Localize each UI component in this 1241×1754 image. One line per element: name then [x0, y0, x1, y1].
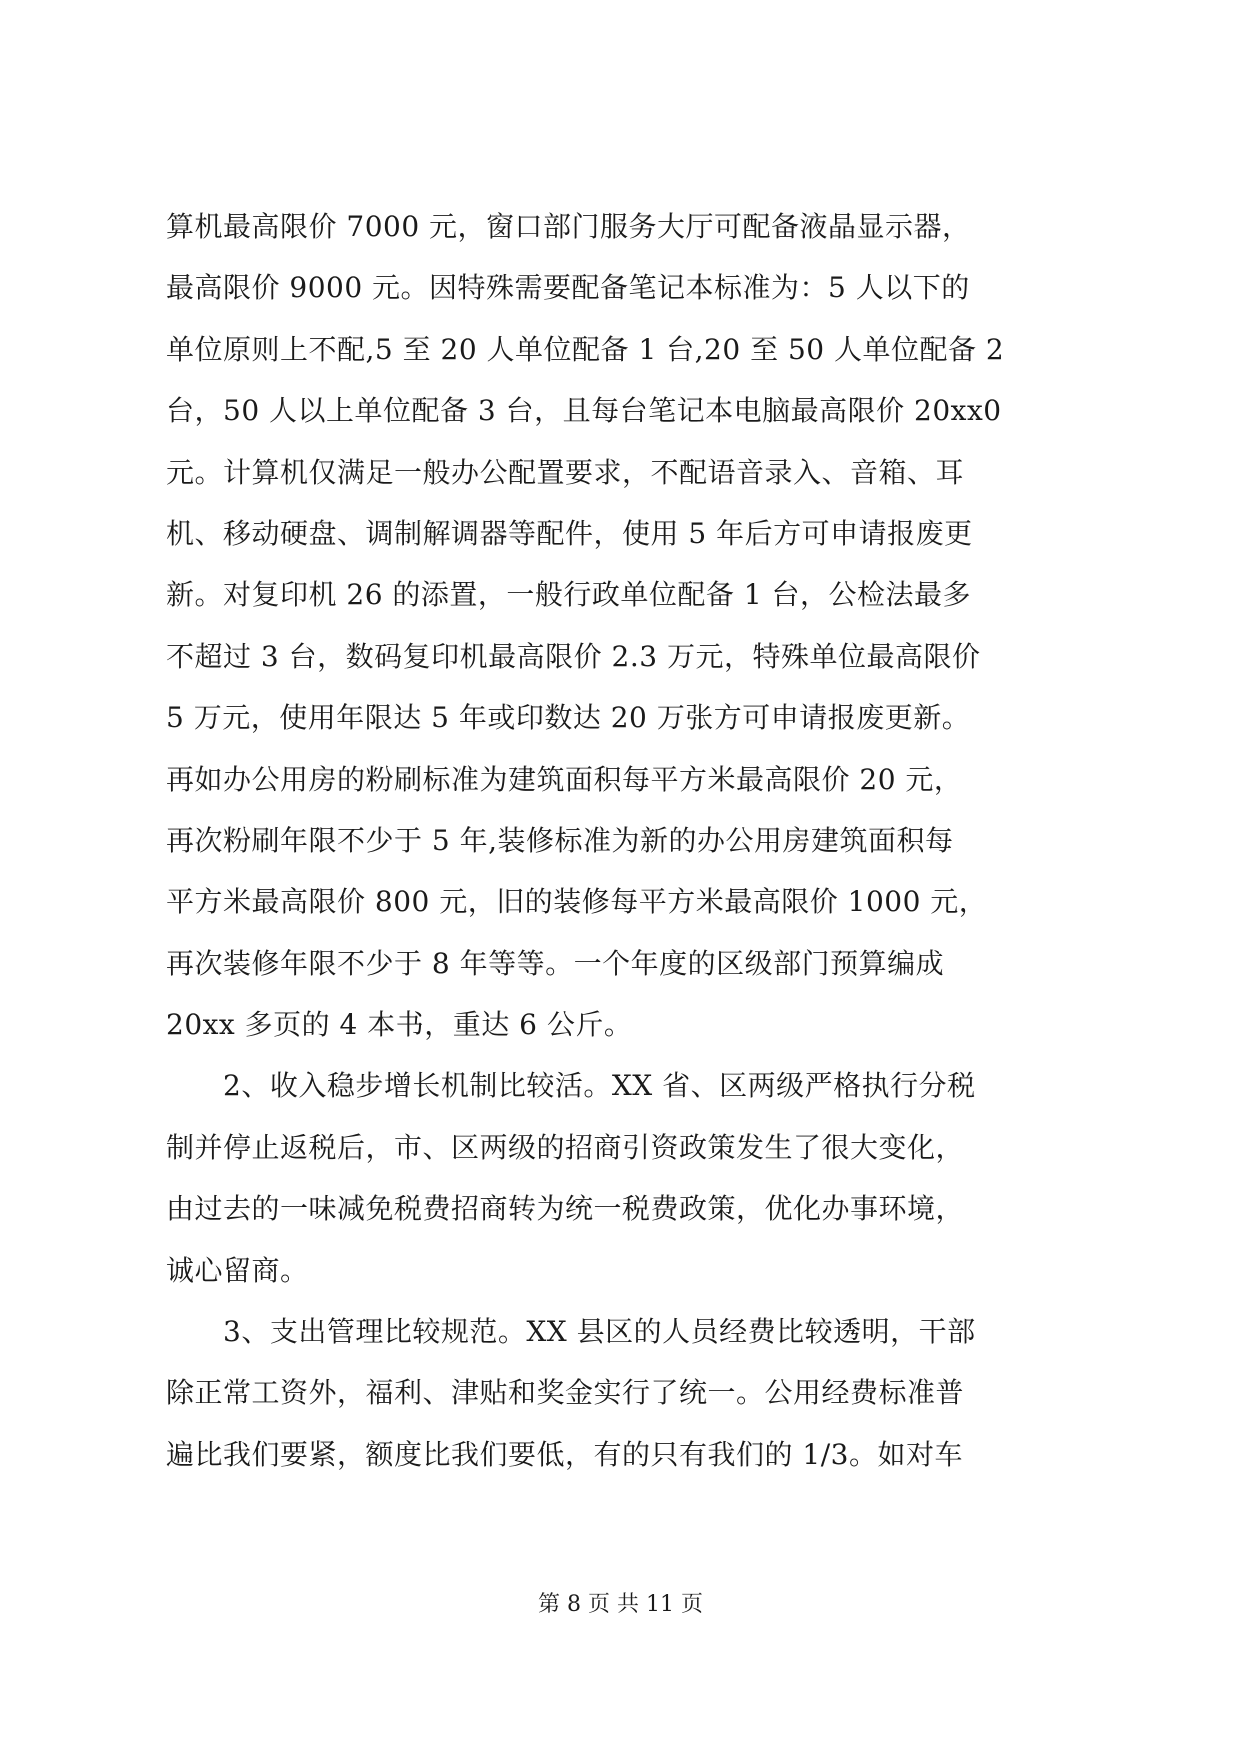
text-line: 台，50 人以上单位配备 3 台，且每台笔记本电脑最高限价 20xx0 — [166, 394, 1002, 428]
text-line: 平方米最高限价 800 元，旧的装修每平方米最高限价 1000 元， — [166, 885, 988, 919]
text-line: 20xx 多页的 4 本书，重达 6 公斤。 — [166, 1008, 633, 1042]
text-line: 遍比我们要紧，额度比我们要低，有的只有我们的 1/3。如对车 — [166, 1437, 963, 1471]
text-line: 再次装修年限不少于 8 年等等。一个年度的区级部门预算编成 — [166, 946, 945, 980]
text-line: 由过去的一味减免税费招商转为统一税费政策，优化办事环境， — [166, 1192, 965, 1226]
text-line: 制并停止返税后，市、区两级的招商引资政策发生了很大变化， — [166, 1130, 965, 1164]
document-body — [166, 196, 1086, 1485]
page-number-label: 第 8 页 共 11 页 — [538, 1592, 703, 1617]
text-line: 除正常工资外，福利、津贴和奖金实行了统一。公用经费标准普 — [166, 1376, 965, 1410]
paragraph-start-line: 3、支出管理比较规范。XX 县区的人员经费比较透明，干部 — [166, 1315, 976, 1349]
text-line: 单位原则上不配,5 至 20 人单位配备 1 台,20 至 50 人单位配备 2 — [166, 332, 1005, 366]
text-line: 算机最高限价 7000 元，窗口部门服务大厅可配备液晶显示器， — [166, 210, 971, 243]
text-line: 最高限价 9000 元。因特殊需要配备笔记本标准为：5 人以下的 — [166, 271, 970, 305]
text-line: 诚心留商。 — [166, 1253, 309, 1287]
text-line: 机、移动硬盘、调制解调器等配件，使用 5 年后方可申请报废更 — [166, 516, 973, 550]
text-line: 5 万元，使用年限达 5 年或印数达 20 万张方可申请报废更新。 — [166, 701, 971, 735]
page-footer — [0, 1590, 1241, 1620]
paragraph-start-line: 2、收入稳步增长机制比较活。XX 省、区两级严格执行分税 — [166, 1069, 976, 1103]
text-line: 新。对复印机 26 的添置，一般行政单位配备 1 台，公检法最多 — [166, 578, 972, 612]
text-line: 不超过 3 台，数码复印机最高限价 2.3 万元，特殊单位最高限价 — [166, 639, 981, 673]
text-line: 再次粉刷年限不少于 5 年,装修标准为新的办公用房建筑面积每 — [166, 823, 954, 857]
text-line: 再如办公用房的粉刷标准为建筑面积每平方米最高限价 20 元， — [166, 762, 963, 796]
text-line: 元。计算机仅满足一般办公配置要求，不配语音录入、音箱、耳 — [166, 455, 965, 489]
